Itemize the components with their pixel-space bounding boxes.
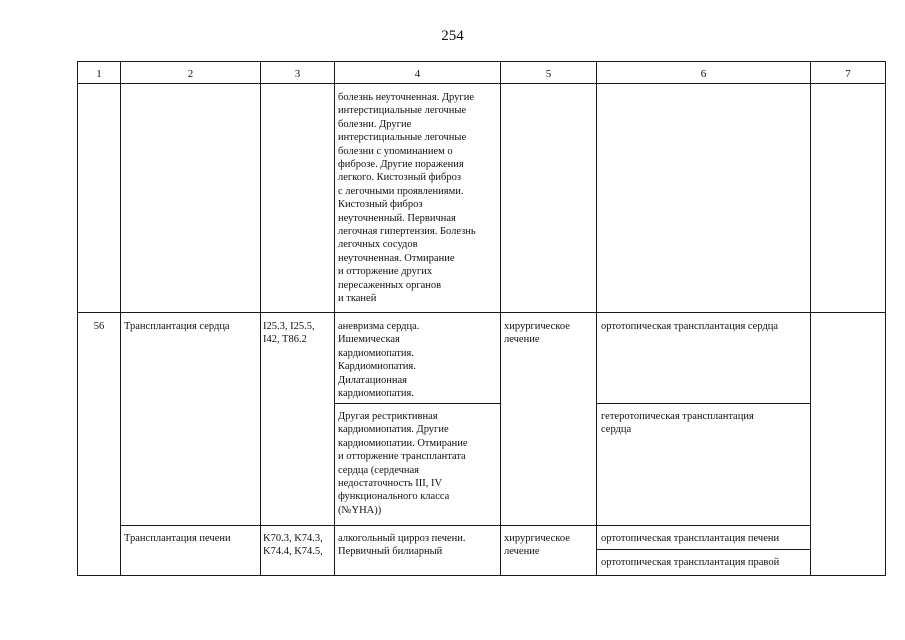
page-number: 254 (441, 28, 464, 44)
row56-diagnosis-a: аневризма сердца. Ишемическая кардиомиопатия. Кардиомиопатия. Дилатационная кардиомиопатия. (338, 321, 420, 400)
liver-name: Трансплантация печени (124, 533, 231, 544)
col-divider-1-2 (120, 61, 121, 576)
liver-diagnosis: алкогольный цирроз печени. Первичный билиарный (338, 533, 466, 558)
table-top-border (77, 61, 886, 62)
col-divider-2-3 (260, 61, 261, 576)
col-divider-6-7 (810, 61, 811, 576)
col-divider-4-5 (500, 61, 501, 576)
row56-number: 56 (93, 321, 105, 332)
liver-method-a: ортотопическая трансплантация печени (601, 533, 780, 544)
liver-codes: K70.3, K74.3, K74.4, K74.5, (263, 533, 323, 558)
row56-diagnosis-b: Другая рестриктивная кардиомиопатия. Другие кардиомиопатии. Отмирание и отторжение трансплантата сердца (сердечная недостаточность III, IV функционального класса (№YHA)) (338, 411, 468, 516)
col-header-5: 5 (545, 68, 552, 80)
continuation-diagnosis: болезнь неуточненная. Другие интерстициальные легочные болезни. Другие интерстициальные легочные болезни с упоминанием о фиброзе. Другие поражения легкого. Кистозный фиброз с легочными проявлениями. Кистозный фиброз неуточненный. Первичная легочная гипертензия. Болезнь легочных сосудов неуточненная. Отмирание и отторжение других пересаженных органов и тканей (338, 92, 476, 305)
col-header-2: 2 (187, 68, 194, 80)
col-header-1: 1 (96, 68, 102, 80)
row-separator-55-56 (77, 312, 886, 313)
col-header-4: 4 (414, 68, 421, 80)
col-header-3: 3 (294, 68, 301, 80)
liver-treatment: хирургическое лечение (504, 533, 570, 558)
col-header-7: 7 (845, 68, 851, 80)
liver-method-separator (596, 549, 811, 550)
col-divider-3-4 (334, 61, 335, 576)
table-bottom-border (77, 575, 886, 576)
liver-method-b: ортотопическая трансплантация правой (601, 557, 780, 568)
header-bottom-border (77, 83, 886, 84)
col-divider-5-6 (596, 61, 597, 576)
col-divider-right (885, 61, 886, 576)
row56-codes: I25.3, I25.5, I42, T86.2 (263, 321, 315, 346)
row56-diagnosis-separator (334, 403, 501, 404)
row56-method-a: ортотопическая трансплантация сердца (601, 321, 779, 332)
row56-name: Трансплантация сердца (124, 321, 230, 332)
row56-method-separator (596, 403, 811, 404)
col-divider-left (77, 61, 78, 576)
row56-treatment: хирургическое лечение (504, 321, 570, 346)
row-separator-56-liver (120, 525, 811, 526)
col-header-6: 6 (700, 68, 707, 80)
row56-method-b: гетеротопическая трансплантация сердца (601, 411, 754, 436)
